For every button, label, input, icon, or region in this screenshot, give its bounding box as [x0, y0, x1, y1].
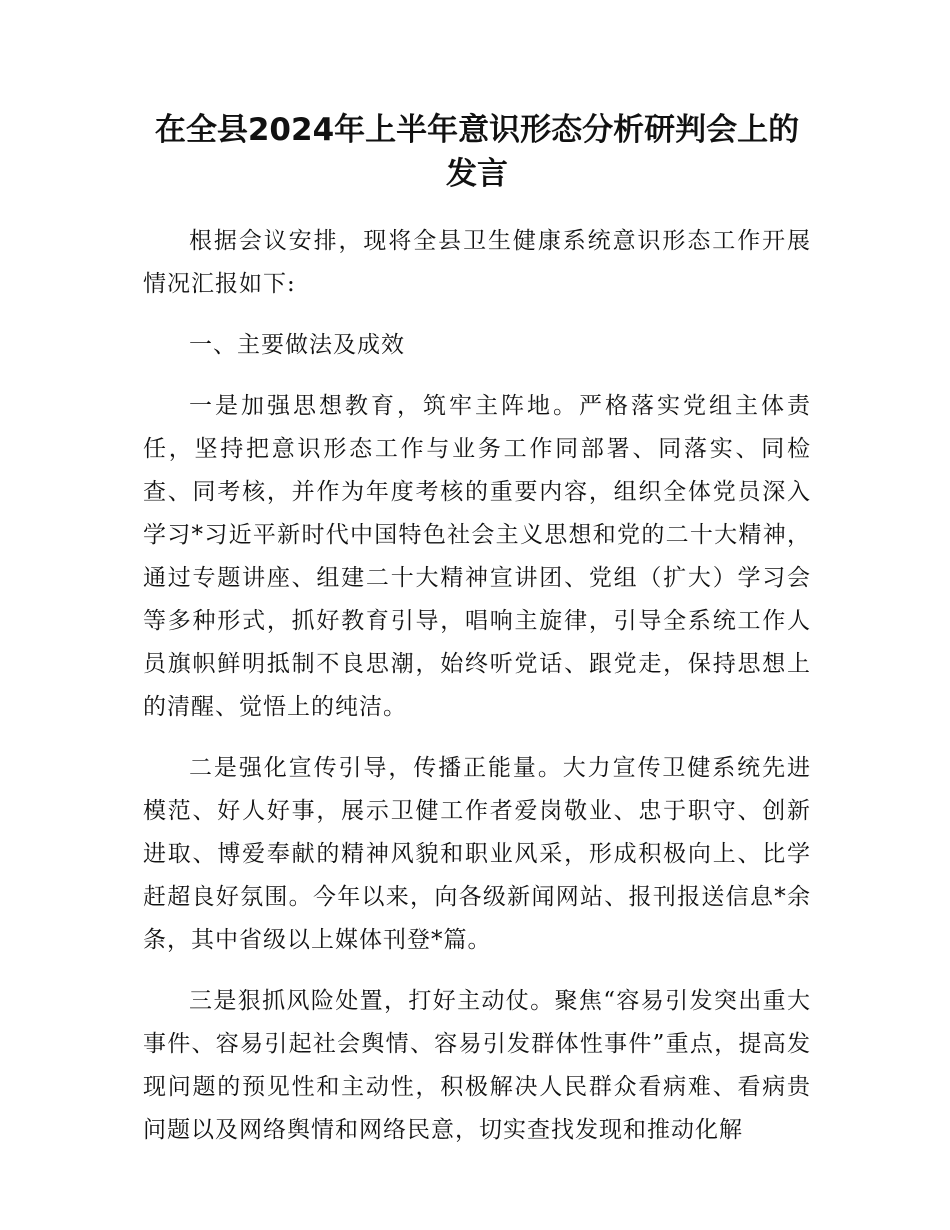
document-content: [143, 108, 811, 1152]
paragraph-risk-handling: 三是狠抓风险处置，打好主动仗。聚焦“容易引发突出重大事件、容易引起社会舆情、容易引发群体性事件”重点，提高发现问题的预见性和主动性，积极解决人民群众看病难、看病贵问题以及网络舆情和网络民意，切实查找发现和推动化解: [143, 988, 811, 1143]
section-heading: 一、主要做法及成效: [189, 332, 405, 358]
paragraph-ideological-education: 一是加强思想教育，筑牢主阵地。严格落实党组主体责任，坚持把意识形态工作与业务工作同部署、同落实、同检查、同考核，并作为年度考核的重要内容，组织全体党员深入学习*习近平新时代中国特色社会主义思想和党的二十大精神，通过专题讲座、组建二十大精神宣讲团、党组（扩大）学习会等多种形式，抓好教育引导，唱响主旋律，引导全系统工作人员旗帜鲜明抵制不良思潮，始终听党话、跟党走，保持思想上的清醒、觉悟上的纯洁。: [143, 393, 811, 720]
intro-paragraph: 根据会议安排，现将全县卫生健康系统意识形态工作开展情况汇报如下:: [143, 228, 811, 297]
document-title: 在全县2024年上半年意识形态分析研判会上的发言: [154, 112, 800, 192]
paragraph-publicity-guidance: 二是强化宣传引导，传播正能量。大力宣传卫健系统先进模范、好人好事，展示卫健工作者爱岗敬业、忠于职守、创新进取、博爱奉献的精神风貌和职业风采，形成积极向上、比学赶超良好氛围。今年以来，向各级新闻网站、报刊报送信息*余条，其中省级以上媒体刊登*篇。: [143, 755, 811, 953]
